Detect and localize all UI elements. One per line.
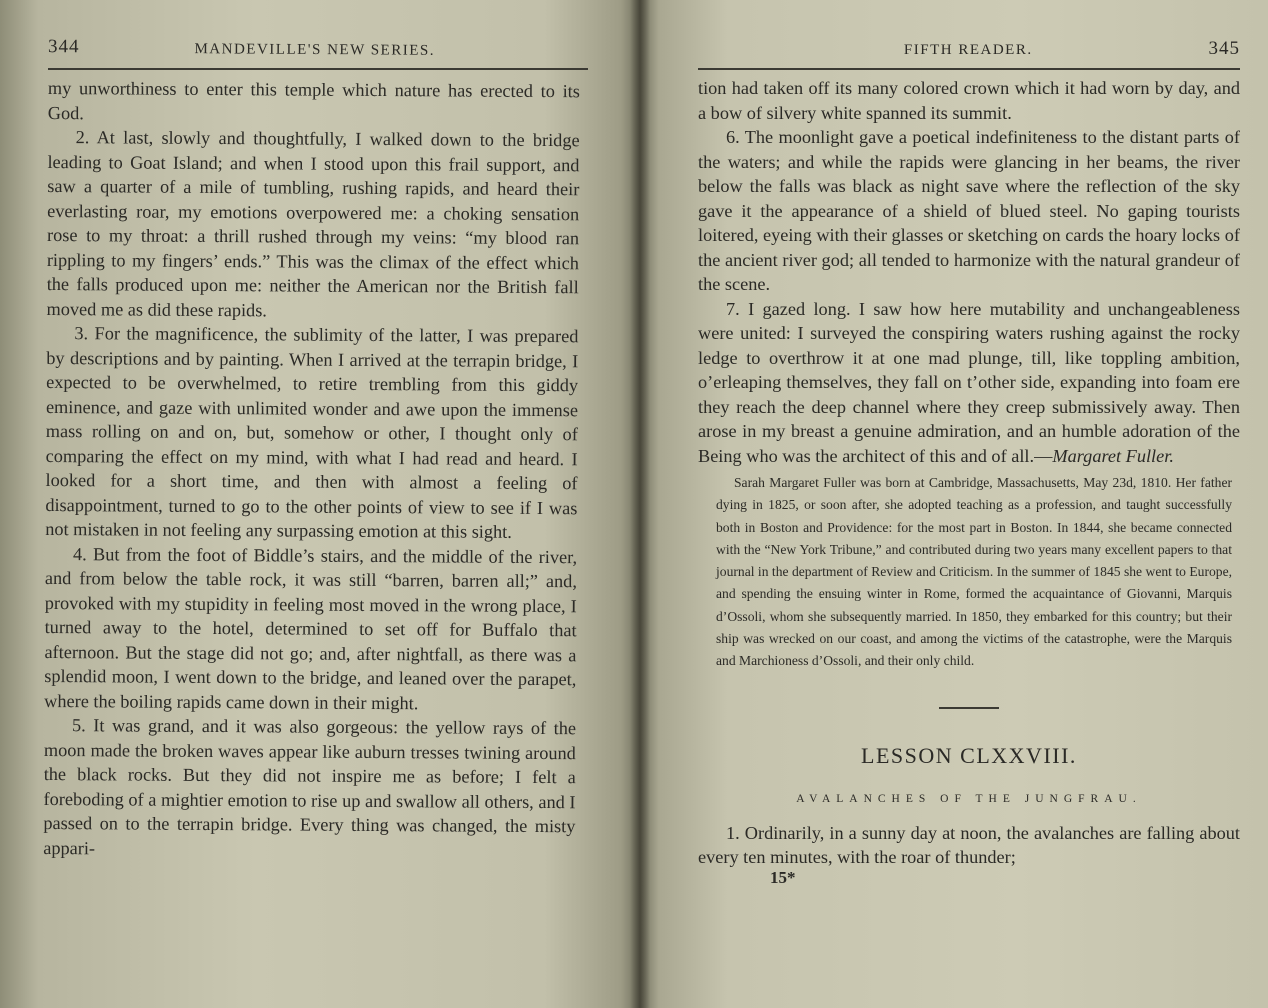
paragraph: my unworthiness to enter this temple which nature has erected to its God. <box>47 77 580 123</box>
right-page-header <box>698 38 1240 60</box>
paragraph <box>698 297 1240 469</box>
right-page-text <box>698 76 1240 468</box>
paragraph: 3. For the magnificence, the sublimity of the latter, I was prepared by descriptions and by painting. When I arrived at the terrapin bridge, I expected to be overwhelmed, to retire trembling from this giddy eminence, and gaze with unlimited wonder and awe upon the immense mass rolling on and on, but, somehow or other, I thought only of comparing the effect on my mind, with what I had read and heard. I looked for a short time, and then with almost a feeling of disappointment, turned to go to the other points of view to see if I was not mistaken in not feeling any surpassing emotion at this sight. <box>45 323 579 542</box>
paragraph: 1. Ordinarily, in a sunny day at noon, the avalanches are falling about every ten minutes, with the roar of thunder; <box>698 822 1240 868</box>
lesson-title: LESSON CLXXVIII. <box>861 742 1077 768</box>
lesson-text <box>698 821 1240 870</box>
page-number: 344 <box>47 36 80 58</box>
book-gutter <box>630 0 650 1008</box>
author-signature: Margaret Fuller. <box>1052 445 1174 466</box>
running-title: FIFTH READER. <box>903 42 1033 58</box>
running-title: MANDEVILLE'S NEW SERIES. <box>194 41 436 59</box>
paragraph: tion had taken off its many colored crown which it had worn by day, and a bow of silvery white spanned its summit. <box>698 78 1240 123</box>
printer-signature-mark: 15* <box>770 867 796 887</box>
paragraph-text: 7. I gazed long. I saw how here mutability and unchangeableness were united: I surveyed the conspiring waters rushing against the rocky ledge to overthrow it at one mad plunge, till, like toppling ambition, o’erleaping themselves, they fall on t’other side, expanding into foam ere they reach the deep channel where they creep submissively away. Then arose in my breast a genuine admiration, and an humble adoration of the Being who was the architect of this and of all.— <box>698 298 1240 466</box>
paragraph: 6. The moonlight gave a poetical indefiniteness to the distant parts of the waters; and while the rapids were glancing in her beams, the river below the falls was black as night save where the reflection of the sky gave it the appearance of a shield of blued steel. No gaping tourists loitered, eyeing with their glasses or sketching on cards the hoary locks of the ancient river god; all tended to harmonize with the natural grandeur of the scene. <box>698 127 1240 294</box>
section-divider <box>939 707 999 709</box>
right-page <box>640 0 1268 1008</box>
lesson-subtitle: AVALANCHES OF THE JUNGFRAU. <box>796 792 1142 805</box>
paragraph: 5. It was grand, and it was also gorgeous: the yellow rays of the moon made the broken waves appear like auburn tresses twining around the black rocks. But they did not inspire me as before; I felt a foreboding of a mightier emotion to rise up and swallow all others, and I passed on to the terrapin bridge. Every thing was changed, the misty appari- <box>43 715 577 858</box>
paragraph: 2. At last, slowly and thoughtfully, I walked down to the bridge leading to Goat Island; and when I stood upon this frail support, and saw a quarter of a mile of tumbling, rushing rapids, and heard their everlasting roar, my emotions overpowered me: a choking sensation rose to my throat: a thrill rushed through my veins: “my blood ran rippling to my fingers’ ends.” This was the climax of the effect which the falls produced upon me: neither the American nor the British fall moved me as did these rapids. <box>46 127 580 320</box>
header-rule <box>48 68 588 70</box>
paragraph: 4. But from the foot of Biddle’s stairs, and the middle of the river, and from below the table rock, it was still “barren, barren all;” and, provoked with my stupidity in feeling most moved in the wrong place, I turned away to the hotel, determined to set off for Buffalo that afternoon. But the stage did not go; and, after nightfall, as there was a splendid moon, I went down to the bridge, and leaned over the parapet, where the boiling rapids came down in their might. <box>44 543 578 713</box>
page-number: 345 <box>1208 38 1240 59</box>
header-rule <box>698 68 1240 70</box>
author-biography: Sarah Margaret Fuller was born at Cambridge, Massachusetts, May 23d, 1810. Her father dying in 1825, or soon after, she adopted teaching as a profession, and taught successfully both in Boston and Providence: for the most part in Boston. In 1844, she became connected with the “New York Tribune,” and contributed during two years many excellent papers to that journal in the department of Review and Criticism. In the summer of 1845 she went to Europe, and spending the ensuing winter in Rome, formed the acquaintance of Giovanni, Marquis d’Ossoli, whom she subsequently married. In 1850, they embarked for this country; but their ship was wrecked on our coast, and among the victims of the catastrophe, were the Marquis and Marchioness d’Ossoli, and their only child. <box>716 475 1232 669</box>
left-page-header <box>48 36 580 62</box>
left-page-text <box>43 76 580 863</box>
